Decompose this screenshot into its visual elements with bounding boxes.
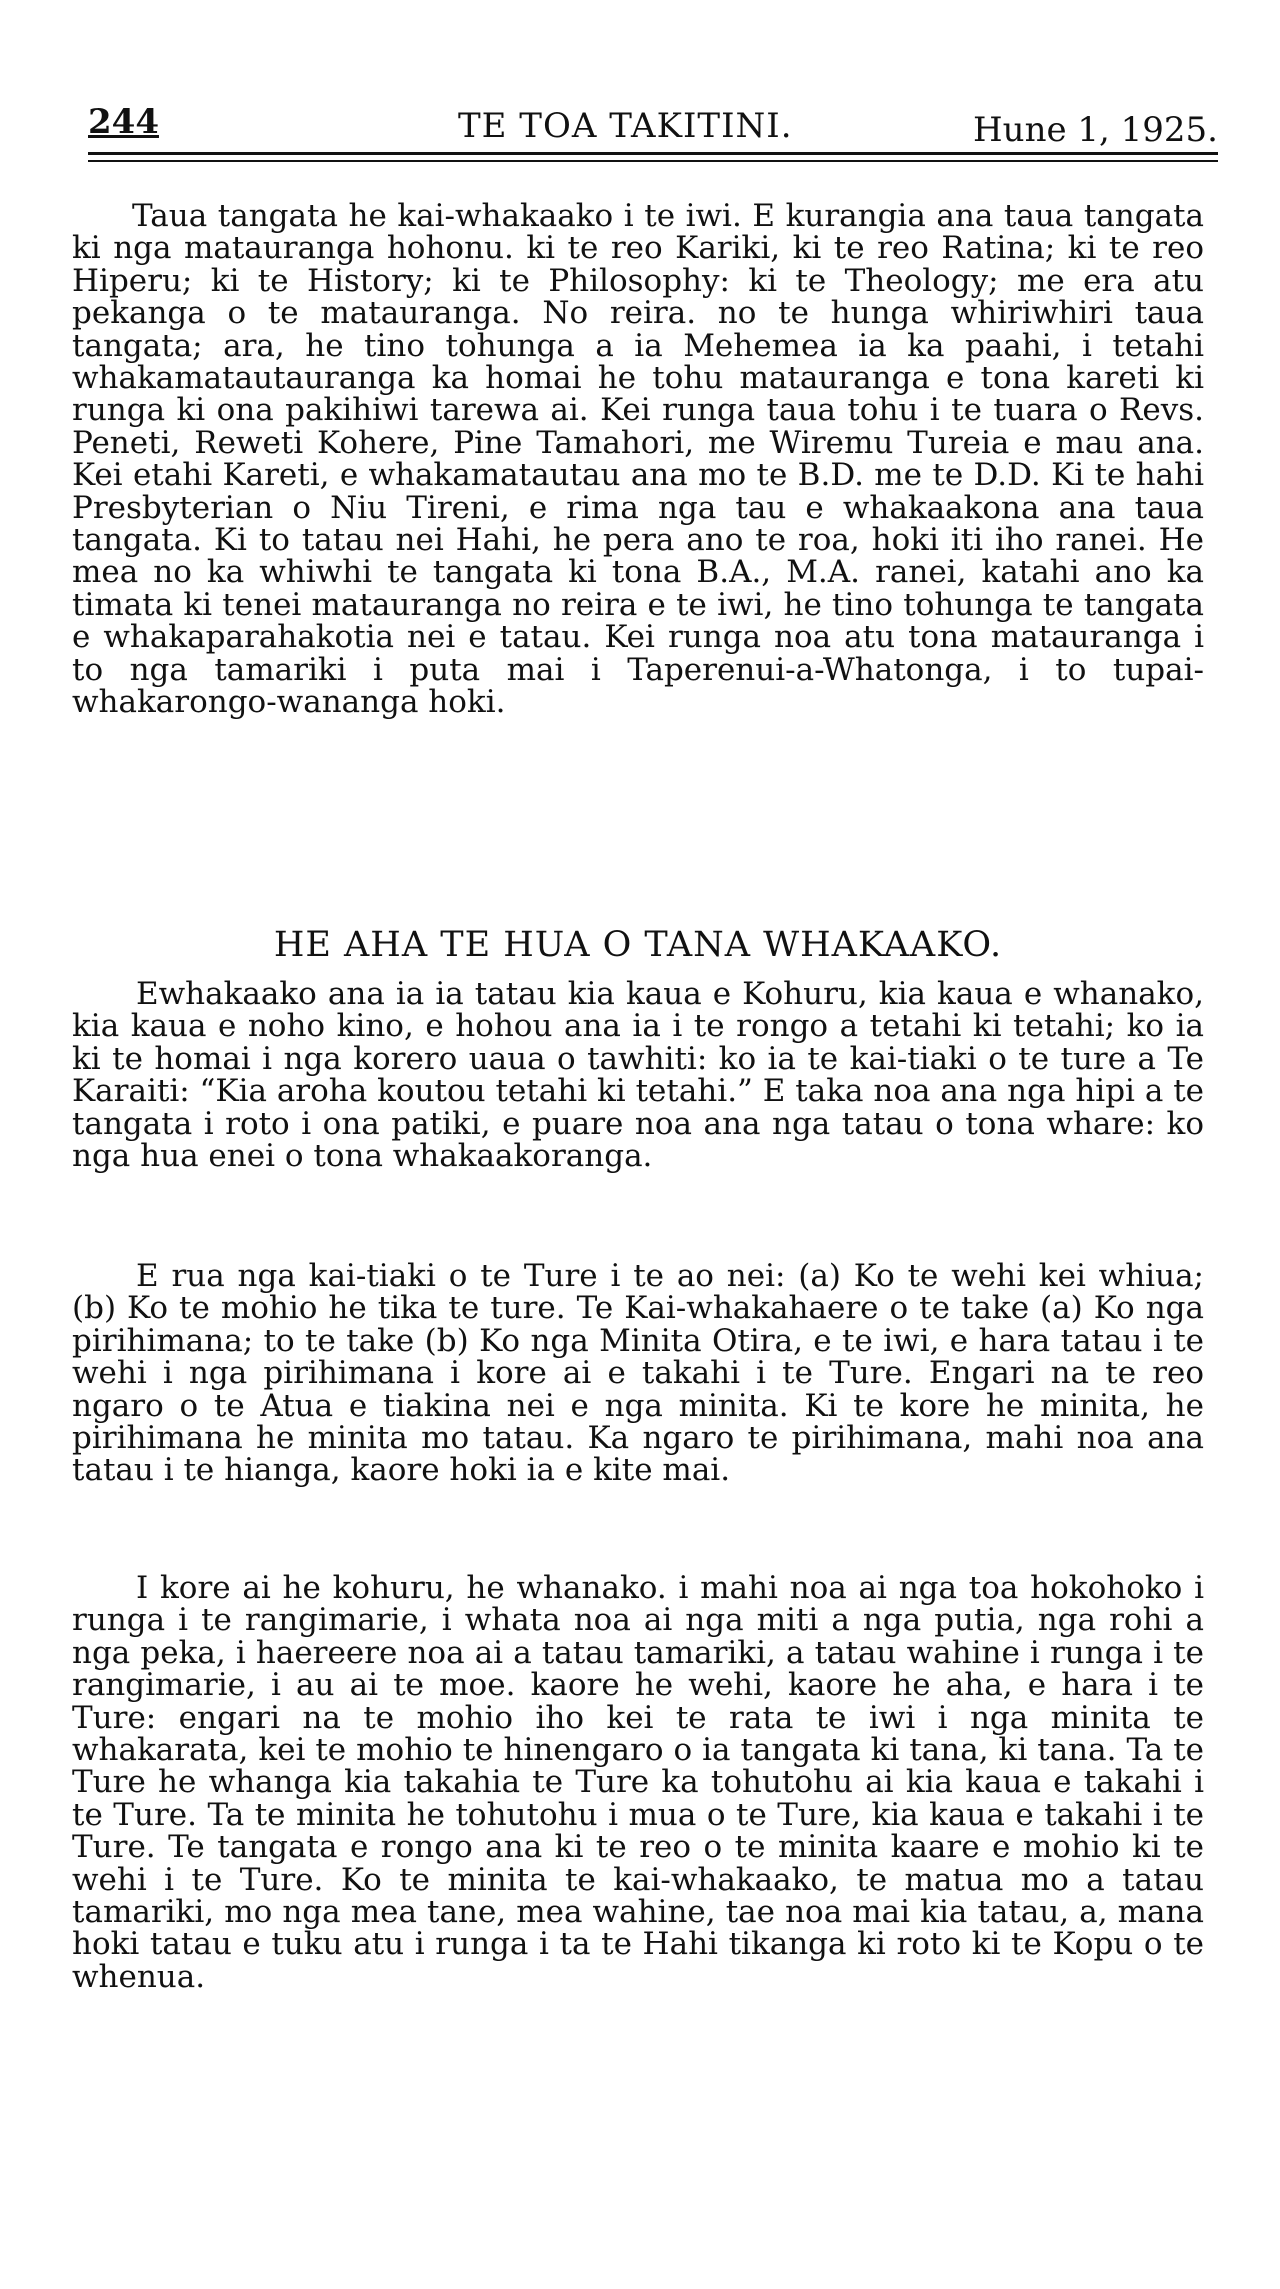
- paragraph-1-block: [72, 200, 1204, 719]
- page-number: 244: [88, 102, 159, 142]
- header-rule-secondary: [88, 160, 1218, 162]
- issue-date: Hune 1, 1925.: [973, 110, 1218, 150]
- paragraph: I kore ai he kohuru, he whanako. i mahi noa ai nga toa hokohoko i runga i te rangimarie, i whata noa ai nga miti a nga putia, nga rohi a nga peka, i haereere noa ai a tatau tamariki, a tatau wahine i runga i te rangimarie, i au ai te moe. kaore he wehi, kaore he aha, e hara i te Ture: engari na te mohio iho kei te rata te iwi i nga minita te whakarata, kei te mohio te hinengaro o ia tangata ki tana, ki tana. Ta te Ture he whanga kia takahia te Ture ka tohutohu ai kia kaua e takahi i te Ture. Ta te minita he tohutohu i mua o te Ture, kia kaua e takahi i te Ture. Te tangata e rongo ana ki te reo o te minita kaare e mohio ki te wehi i te Ture. Ko te minita te kai-whakaako, te matua mo a tatau tamariki, mo nga mea tane, mea wahine, tae noa mai kia tatau, a, mana hoki tatau e tuku atu i runga i ta te Hahi tikanga ki roto ki te Kopu o te whenua.: [72, 1570, 1204, 1995]
- paragraph-2-block: [72, 976, 1204, 1175]
- paragraph: E rua nga kai-tiaki o te Ture i te ao nei: (a) Ko te wehi kei whiua; (b) Ko te mohio he tika te ture. Te Kai-whakahaere o te take (a) Ko nga pirihimana; to te take (b) Ko nga Minita Otira, e te iwi, e hara tatau i te wehi i nga pirihimana i kore ai e takahi i te Ture. Engari na te reo ngaro o te Atua e tiakina nei e nga minita. Ki te kore he minita, he pirihimana he minita mo tatau. Ka ngaro te pirihimana, mahi noa ana tatau i te hianga, kaore hoki ia e kite mai.: [72, 1258, 1204, 1489]
- page-header: [88, 100, 1218, 150]
- section-heading: HE AHA TE HUA O TANA WHAKAAKO.: [273, 925, 1003, 965]
- journal-title: TE TOA TAKITINI.: [458, 106, 793, 146]
- paragraph-4-block: [72, 1572, 1204, 1993]
- paragraph: Taua tangata he kai-whakaako i te iwi. E kurangia ana taua tangata ki nga matauranga hohonu. ki te reo Kariki, ki te reo Ratina; ki te reo Hiperu; ki te History; ki te Philosophy: ki te Theology; me era atu pekanga o te matauranga. No reira. no te hunga whiriwhiri taua tangata; ara, he tino tohunga a ia Mehemea ia ka paahi, i tetahi whakamatautauranga ka homai he tohu matauranga e tona kareti ki runga ki ona pakihiwi tarewa ai. Kei runga taua tohu i te tuara o Revs. Peneti, Reweti Kohere, Pine Tamahori, me Wiremu Tureia e mau ana. Kei etahi Kareti, e whakamatautau ana mo te B.D. me te D.D. Ki te hahi Presbyterian o Niu Tireni, e rima nga tau e whakaakona ana taua tangata. Ki to tatau nei Hahi, he pera ano te roa, hoki iti iho ranei. He mea no ka whiwhi te tangata ki tona B.A., M.A. ranei, katahi ano ka timata ki tenei matauranga no reira e te iwi, he tino tohunga te tangata e whakaparahakotia nei e tatau. Kei runga noa atu tona matauranga i to nga tamariki i puta mai i Taperenui-a-Whatonga, i to tupai-whakarongo-wananga hoki.: [72, 198, 1204, 721]
- header-rule: [88, 152, 1218, 155]
- paragraph-3-block: [72, 1260, 1204, 1487]
- paragraph: Ewhakaako ana ia ia tatau kia kaua e Kohuru, kia kaua e whanako, kia kaua e noho kino, e hohou ana ia i te rongo a tetahi ki tetahi; ko ia ki te homai i nga korero uaua o tawhiti: ko ia te kai-tiaki o te ture a Te Karaiti: “Kia aroha koutou tetahi ki tetahi.” E taka noa ana nga hipi a te tangata i roto i ona patiki, e puare noa ana nga tatau o tona whare: ko nga hua enei o tona whakaakoranga.: [72, 976, 1204, 1175]
